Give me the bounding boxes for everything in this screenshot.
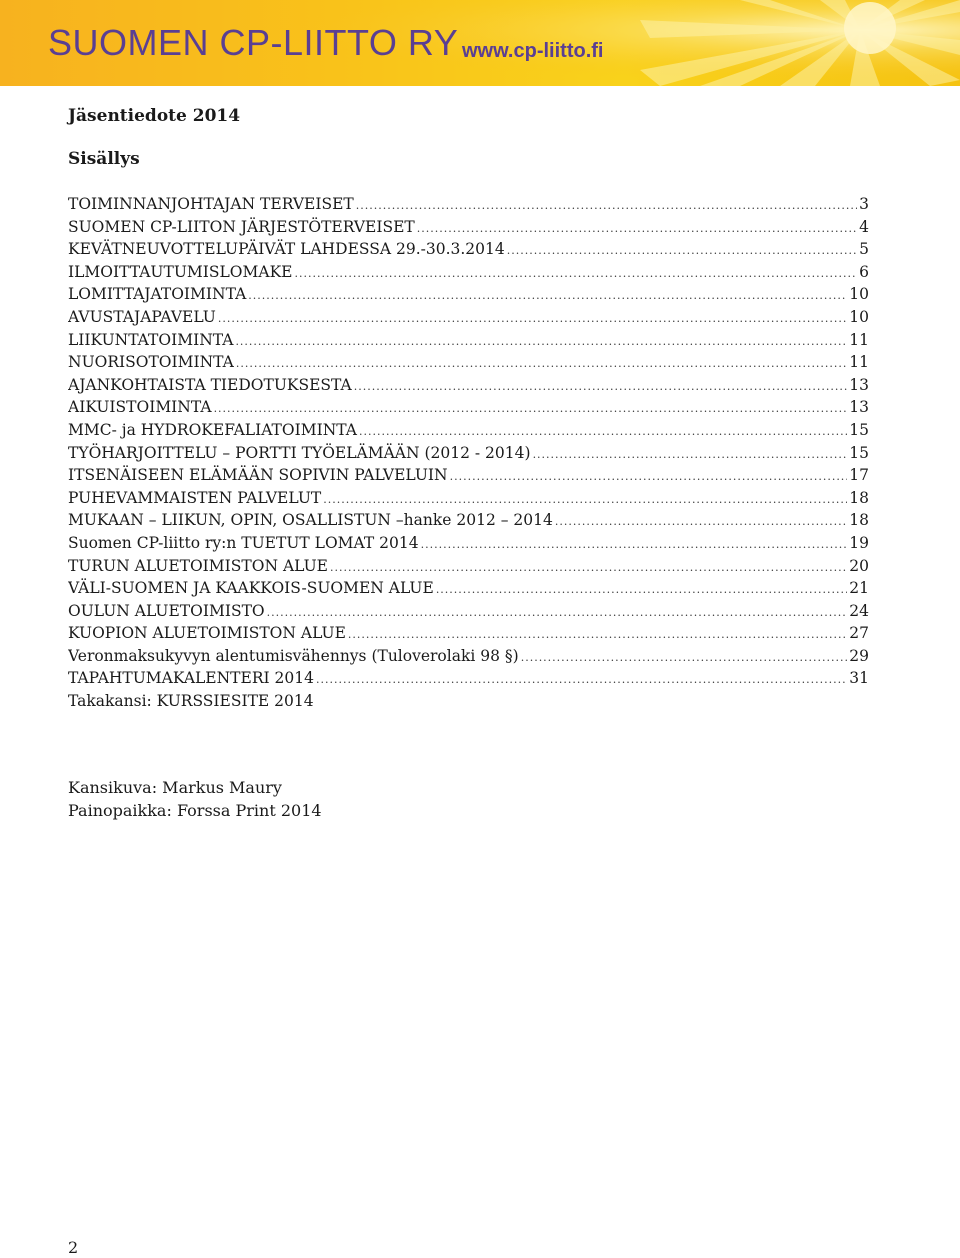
toc-entry-title: PUHEVAMMAISTEN PALVELUT [68, 488, 322, 507]
toc-dot-leader [359, 421, 847, 442]
toc-entry-title: ILMOITTAUTUMISLOMAKE [68, 262, 293, 281]
toc-entry-page: 13 [849, 398, 869, 417]
toc-entry-page: 11 [849, 353, 869, 372]
toc-dot-leader [533, 444, 848, 465]
toc-dot-leader [356, 195, 857, 216]
toc-entry-page: 13 [849, 375, 869, 394]
toc-dot-leader [521, 647, 848, 668]
toc-entry-page: 11 [849, 330, 869, 349]
toc-entry-title: LOMITTAJATOIMINTA [68, 285, 247, 304]
toc-entry[interactable] [68, 690, 869, 713]
toc-entry-title: MUKAAN – LIIKUN, OPIN, OSALLISTUN –hanke 2012 – 2014 [68, 511, 553, 530]
toc-entry[interactable] [68, 487, 869, 510]
organization-url[interactable]: www.cp-liitto.fi [462, 40, 604, 62]
toc-entry[interactable] [68, 442, 869, 465]
toc-entry[interactable] [68, 193, 869, 216]
toc-entry-page: 29 [849, 646, 869, 665]
toc-entry-title: OULUN ALUETOIMISTO [68, 601, 265, 620]
toc-entry-title: MMC- ja HYDROKEFALIATOIMINTA [68, 420, 357, 439]
toc-entry-title: AIKUISTOIMINTA [68, 398, 212, 417]
toc-dot-leader [235, 331, 847, 352]
toc-entry[interactable] [68, 306, 869, 329]
toc-entry[interactable] [68, 532, 869, 555]
toc-dot-leader [323, 489, 847, 510]
toc-entry[interactable] [68, 509, 869, 532]
printing-credit: Painopaikka: Forssa Print 2014 [68, 801, 322, 820]
document-title: Jäsentiedote 2014 [68, 106, 241, 126]
toc-dot-leader [267, 602, 848, 623]
toc-entry-page: 5 [859, 240, 869, 259]
toc-entry[interactable] [68, 464, 869, 487]
toc-entry-title: KEVÄTNEUVOTTELUPÄIVÄT LAHDESSA 29.-30.3.2014 [68, 240, 505, 259]
toc-entry[interactable] [68, 577, 869, 600]
toc-entry-title: Veronmaksukyvyn alentumisvähennys (Tuloverolaki 98 §) [68, 646, 519, 665]
toc-dot-leader [330, 557, 847, 578]
toc-dot-leader [236, 353, 847, 374]
toc-dot-leader [218, 308, 847, 329]
toc-dot-leader [436, 579, 847, 600]
toc-entry-title: TOIMINNANJOHTAJAN TERVEISET [68, 195, 354, 213]
toc-entry[interactable] [68, 622, 869, 645]
toc-entry[interactable] [68, 238, 869, 261]
toc-entry[interactable] [68, 419, 869, 442]
page-number: 2 [68, 1238, 79, 1257]
toc-entry-page: 18 [849, 511, 869, 530]
toc-entry-page: 24 [849, 601, 869, 620]
toc-entry-title: TURUN ALUETOIMISTON ALUE [68, 556, 328, 575]
toc-dot-leader [354, 376, 848, 397]
toc-entry-page: 10 [849, 307, 869, 326]
toc-entry-page: 20 [849, 556, 869, 575]
toc-entry-title: KUOPION ALUETOIMISTON ALUE [68, 624, 346, 643]
toc-dot-leader [450, 466, 848, 487]
toc-entry-title: Suomen CP-liitto ry:n TUETUT LOMAT 2014 [68, 533, 419, 552]
credits-block [68, 776, 322, 822]
toc-entry-page: 18 [849, 488, 869, 507]
toc-entry-title: LIIKUNTATOIMINTA [68, 330, 234, 349]
toc-dot-leader [214, 398, 848, 419]
toc-entry-title: SUOMEN CP-LIITON JÄRJESTÖTERVEISET [68, 217, 415, 236]
toc-entry-title: TAPAHTUMAKALENTERI 2014 [68, 669, 315, 688]
toc-entry-page: 15 [849, 443, 869, 462]
toc-dot-leader [294, 263, 857, 284]
toc-dot-leader [348, 624, 847, 645]
cover-photo-credit: Kansikuva: Markus Maury [68, 778, 282, 797]
toc-dot-leader [417, 218, 857, 239]
toc-dot-leader [507, 240, 857, 261]
toc-entry-page: 19 [849, 533, 869, 552]
toc-entry[interactable] [68, 600, 869, 623]
toc-entry-page: 15 [849, 420, 869, 439]
toc-entry-page: 27 [849, 624, 869, 643]
toc-entry-title: AJANKOHTAISTA TIEDOTUKSESTA [68, 375, 352, 394]
toc-entry-page: 17 [849, 466, 869, 485]
toc-entry-title: TYÖHARJOITTELU – PORTTI TYÖELÄMÄÄN (2012 - 2014) [68, 443, 531, 462]
toc-heading: Sisällys [68, 149, 140, 169]
toc-entry[interactable] [68, 261, 869, 284]
toc-entry[interactable] [68, 329, 869, 352]
toc-entry[interactable] [68, 216, 869, 239]
toc-entry[interactable] [68, 645, 869, 668]
toc-entry[interactable] [68, 555, 869, 578]
toc-entry-title: AVUSTAJAPAVELU [68, 307, 216, 326]
toc-entry-title: ITSENÄISEEN ELÄMÄÄN SOPIVIN PALVELUIN [68, 466, 448, 485]
toc-entry-page: 21 [849, 579, 869, 598]
toc-entry[interactable] [68, 283, 869, 306]
toc-entry-page: 4 [859, 217, 869, 236]
toc-entry-title: VÄLI-SUOMEN JA KAAKKOIS-SUOMEN ALUE [68, 579, 434, 598]
table-of-contents [68, 193, 869, 713]
toc-dot-leader [316, 669, 847, 690]
organization-name: SUOMEN CP-LIITTO RY [48, 22, 459, 63]
toc-entry[interactable] [68, 351, 869, 374]
toc-entry[interactable] [68, 667, 869, 690]
header-banner [0, 0, 960, 86]
toc-entry[interactable] [68, 374, 869, 397]
toc-dot-leader [421, 534, 848, 555]
toc-entry-title: NUORISOTOIMINTA [68, 353, 234, 372]
toc-entry[interactable] [68, 396, 869, 419]
toc-dot-leader [555, 511, 847, 532]
toc-entry-page: 3 [859, 195, 869, 213]
toc-entry-page: 6 [859, 262, 869, 281]
toc-dot-leader [248, 285, 847, 306]
toc-entry-page: 31 [849, 669, 869, 688]
toc-entry-title: Takakansi: KURSSIESITE 2014 [68, 692, 314, 711]
toc-entry-page: 10 [849, 285, 869, 304]
